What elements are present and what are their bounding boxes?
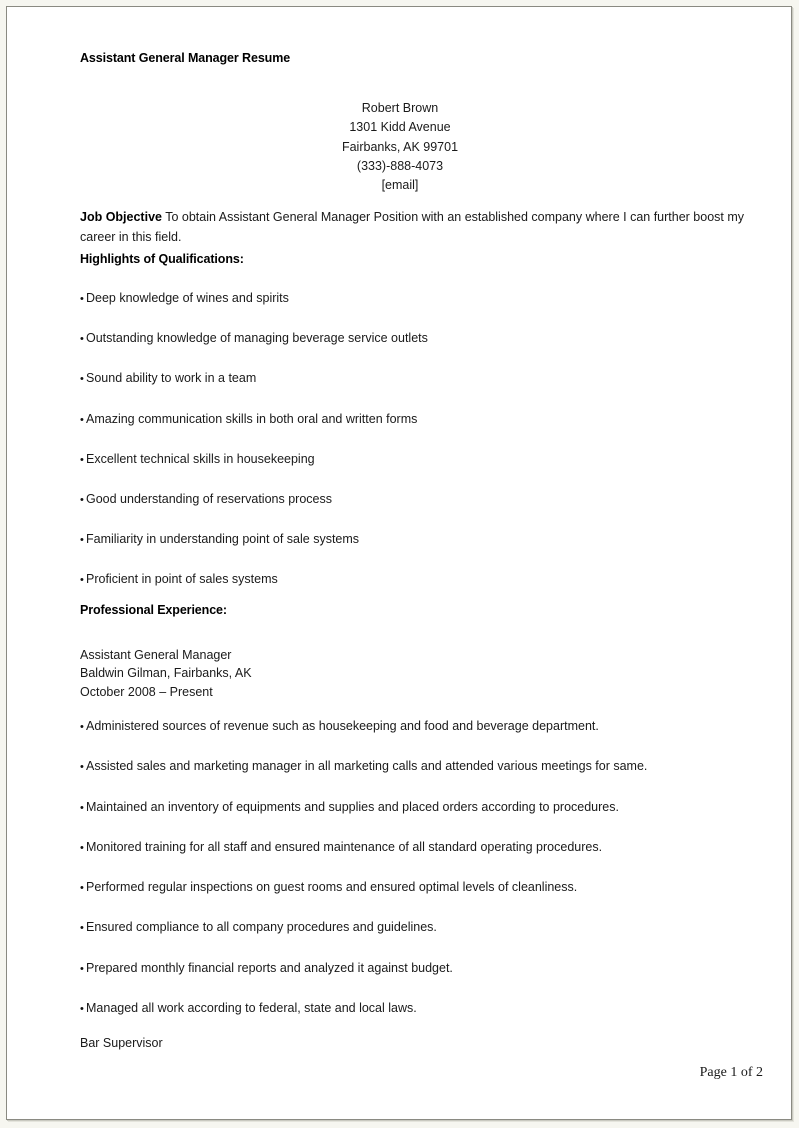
list-item <box>80 920 770 936</box>
list-item <box>80 572 770 588</box>
list-item-text: Ensured compliance to all company procedures and guidelines. <box>86 920 437 935</box>
document-page-frame <box>6 6 792 1120</box>
list-item <box>80 492 770 508</box>
job-objective-label: Job Objective <box>80 209 162 224</box>
contact-phone: (333)-888-4073 <box>356 158 444 173</box>
list-item <box>80 961 770 977</box>
list-item-text: Managed all work according to federal, state and local laws. <box>86 1001 417 1016</box>
bullet-icon: • <box>80 841 84 854</box>
bullet-icon: • <box>80 882 84 895</box>
list-item-text: Deep knowledge of wines and spirits <box>86 291 289 305</box>
bullet-icon: • <box>80 922 84 935</box>
list-item-text: Familiarity in understanding point of sale systems <box>86 532 360 547</box>
list-item <box>80 719 770 735</box>
list-item-text: Amazing communication skills in both oral and written forms <box>86 411 418 426</box>
next-role-heading: Bar Supervisor <box>80 1036 163 1050</box>
job-objective-text: To obtain Assistant General Manager Position with an established company where I can further boost my career in this field. <box>80 209 745 244</box>
list-item <box>80 452 770 468</box>
contact-street: 1301 Kidd Avenue <box>349 120 451 135</box>
page-title: Assistant General Manager Resume <box>80 51 291 65</box>
bullet-icon: • <box>80 293 84 305</box>
job-objective <box>80 207 763 247</box>
bullet-icon: • <box>80 1003 84 1016</box>
list-item-text: Good understanding of reservations process <box>86 491 332 506</box>
page-number-footer: Page 1 of 2 <box>699 1065 763 1080</box>
list-item-text: Prepared monthly financial reports and analyzed it against budget. <box>86 960 453 975</box>
bullet-icon: • <box>80 373 84 386</box>
list-item <box>80 291 770 307</box>
list-item <box>80 880 770 896</box>
section-heading-qualifications: Highlights of Qualifications: <box>80 252 244 266</box>
experience-list <box>80 719 770 1041</box>
list-item-text: Maintained an inventory of equipments and supplies and placed orders according to procedures. <box>86 799 619 814</box>
bullet-icon: • <box>80 801 84 814</box>
list-item <box>80 800 770 816</box>
list-item-text: Excellent technical skills in housekeeping <box>86 451 315 466</box>
list-item-text: Performed regular inspections on guest rooms and ensured optimal levels of cleanliness. <box>86 880 578 895</box>
job-entry <box>80 646 252 701</box>
list-item <box>80 532 770 548</box>
list-item <box>80 759 770 775</box>
bullet-icon: • <box>80 453 84 466</box>
bullet-icon: • <box>80 413 84 426</box>
list-item-text: Assisted sales and marketing manager in all marketing calls and attended various meetings for same. <box>86 759 648 774</box>
list-item <box>80 840 770 856</box>
resume-document <box>7 7 793 1121</box>
bullet-icon: • <box>80 333 84 346</box>
contact-email: [email] <box>381 178 419 193</box>
contact-name: Robert Brown <box>361 101 439 115</box>
qualifications-list <box>80 291 770 613</box>
bullet-icon: • <box>80 761 84 774</box>
list-item <box>80 1001 770 1017</box>
list-item-text: Sound ability to work in a team <box>86 371 257 386</box>
bullet-icon: • <box>80 493 84 506</box>
job-employer: Baldwin Gilman, Fairbanks, AK <box>80 666 252 681</box>
bullet-icon: • <box>80 721 84 733</box>
list-item <box>80 412 770 428</box>
list-item <box>80 331 770 347</box>
section-heading-experience: Professional Experience: <box>80 603 227 617</box>
list-item-text: Outstanding knowledge of managing beverage service outlets <box>86 331 428 346</box>
job-dates: October 2008 – Present <box>80 684 213 699</box>
bullet-icon: • <box>80 574 84 587</box>
job-position: Assistant General Manager <box>80 648 232 662</box>
bullet-icon: • <box>80 962 84 975</box>
list-item-text: Proficient in point of sales systems <box>86 572 278 587</box>
list-item <box>80 371 770 387</box>
bullet-icon: • <box>80 534 84 547</box>
contact-city-state-zip: Fairbanks, AK 99701 <box>341 139 459 154</box>
contact-block <box>80 99 720 195</box>
list-item-text: Administered sources of revenue such as housekeeping and food and beverage department. <box>86 719 599 733</box>
list-item-text: Monitored training for all staff and ensured maintenance of all standard operating procedures. <box>86 839 603 854</box>
